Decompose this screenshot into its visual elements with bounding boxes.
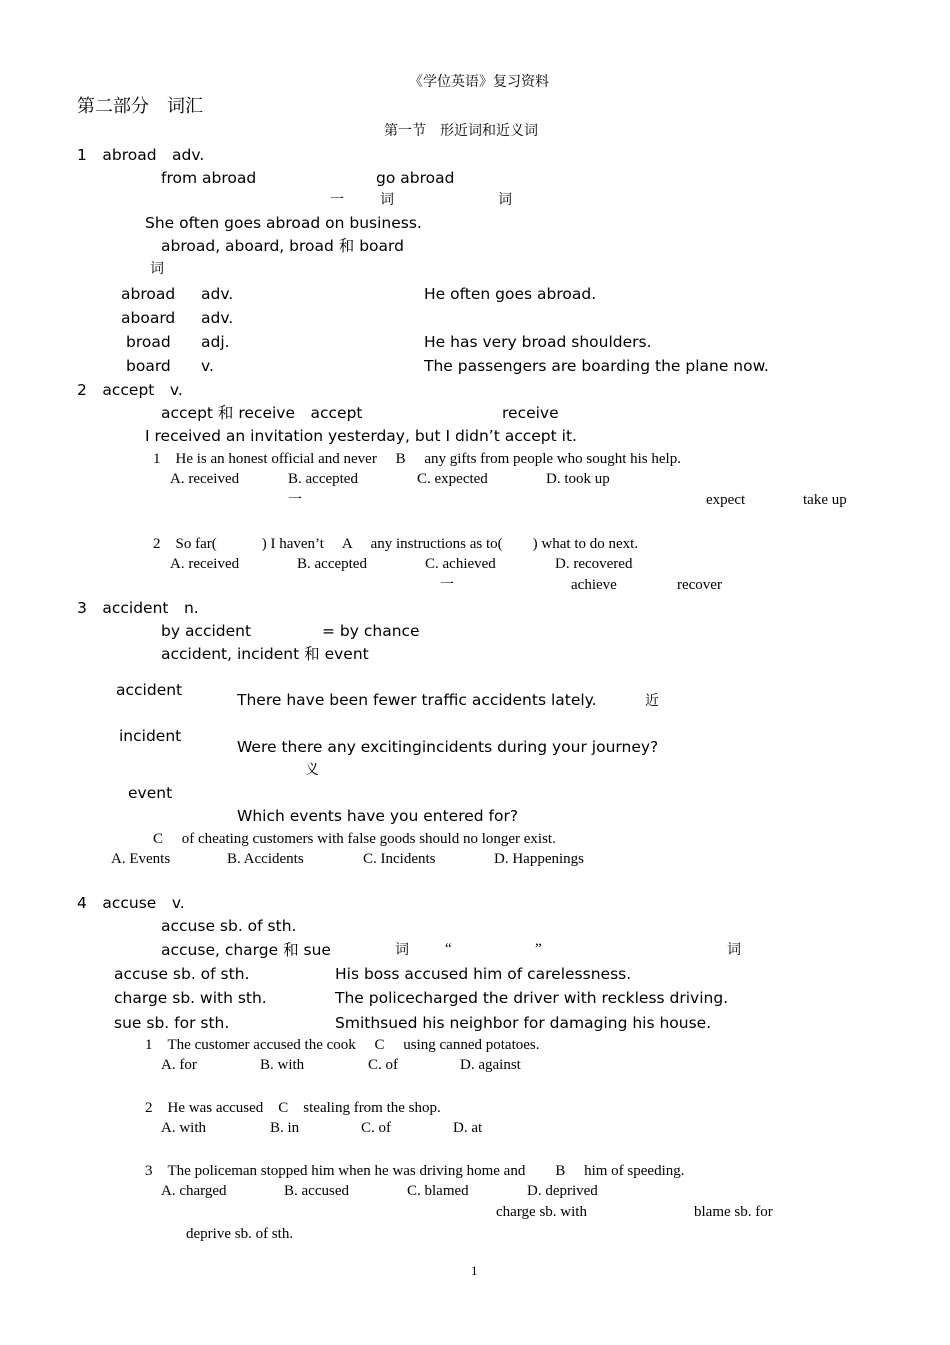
text-line: B. accepted <box>297 556 367 572</box>
text-line: She often goes abroad on business. <box>145 214 422 232</box>
text-line: A. for <box>161 1057 197 1073</box>
text-line: 3 The policeman stopped him when he was driving home and B him of speeding. <box>145 1163 685 1179</box>
text-line: C. of <box>368 1057 398 1073</box>
text-line: 2 accept v. <box>77 381 183 399</box>
text-line: accuse, charge 和 sue <box>161 941 331 959</box>
text-line: 2 He was accused C stealing from the shop. <box>145 1100 441 1116</box>
text-line: 2 So far( ) I haven’t A any instructions as to( ) what to do next. <box>153 536 639 552</box>
text-line: abroad, aboard, broad 和 board <box>161 237 404 255</box>
text-line: 词 <box>498 192 512 208</box>
text-line: 一 <box>288 492 302 508</box>
text-line: His boss accused him of carelessness. <box>335 965 632 983</box>
text-line: 4 accuse v. <box>77 894 185 912</box>
text-line: C of cheating customers with false goods should no longer exist. <box>153 831 556 847</box>
text-line: charge sb. with sth. <box>114 989 267 1007</box>
text-line: A. charged <box>161 1183 227 1199</box>
text-line: 近 <box>645 693 659 709</box>
text-line: adv. <box>201 309 234 327</box>
text-line: A. with <box>161 1120 206 1136</box>
text-line: accept 和 receive accept <box>161 404 363 422</box>
text-line: A. received <box>170 471 240 487</box>
section-title: 第一节 形近词和近义词 <box>384 123 538 139</box>
text-line: 词 <box>150 261 164 277</box>
text-line: B. Accidents <box>227 851 304 867</box>
text-line: Which events have you entered for? <box>237 807 519 825</box>
text-line: accuse sb. of sth. <box>161 917 297 935</box>
text-line: He often goes abroad. <box>424 285 597 303</box>
text-line: The policecharged the driver with reckless driving. <box>335 989 729 1007</box>
text-line: incident <box>119 727 182 745</box>
text-line: 1 The customer accused the cook C using canned potatoes. <box>145 1037 540 1053</box>
text-line: B. accused <box>284 1183 349 1199</box>
text-line: take up <box>803 492 847 508</box>
text-line: D. took up <box>546 471 610 487</box>
text-line: C. blamed <box>407 1183 469 1199</box>
text-line: A. received <box>170 556 240 572</box>
text-line: achieve <box>571 577 617 593</box>
text-line: blame sb. for <box>694 1204 773 1220</box>
text-line: 词 <box>395 942 409 958</box>
text-line: Were there any excitingincidents during your journey? <box>237 738 659 756</box>
text-line: board <box>126 357 171 375</box>
text-line: Smithsued his neighbor for damaging his house. <box>335 1014 712 1032</box>
text-line: C. expected <box>417 471 488 487</box>
part-title: 第二部分 词汇 <box>77 96 203 116</box>
text-line: D. Happenings <box>494 851 584 867</box>
text-line: 一 <box>330 192 344 208</box>
text-line: There have been fewer traffic accidents lately. <box>237 691 597 709</box>
text-line: accuse sb. of sth. <box>114 965 250 983</box>
text-line: = by chance <box>322 622 420 640</box>
text-line: v. <box>201 357 214 375</box>
text-line: B. in <box>270 1120 300 1136</box>
text-line: aboard <box>121 309 176 327</box>
text-line: accident, incident 和 event <box>161 645 369 663</box>
text-line: D. recovered <box>555 556 633 572</box>
text-line: C. achieved <box>425 556 496 572</box>
text-line: D. against <box>460 1057 521 1073</box>
text-line: recover <box>677 577 722 593</box>
text-line: by accident <box>161 622 252 640</box>
text-line: 义 <box>305 762 319 778</box>
text-line: A. Events <box>111 851 171 867</box>
text-line: 词 <box>380 192 394 208</box>
text-line: expect <box>706 492 746 508</box>
text-line: 词 <box>727 942 741 958</box>
text-line: adj. <box>201 333 230 351</box>
text-line: sue sb. for sth. <box>114 1014 230 1032</box>
text-line: C. Incidents <box>363 851 436 867</box>
text-line: 1 abroad adv. <box>77 146 205 164</box>
text-line: D. deprived <box>527 1183 598 1199</box>
text-line: The passengers are boarding the plane now. <box>424 357 769 375</box>
text-line: event <box>128 784 173 802</box>
text-line: broad <box>126 333 171 351</box>
page-number: 1 <box>471 1263 478 1278</box>
text-line: 1 He is an honest official and never B any gifts from people who sought his help. <box>153 451 681 467</box>
text-line: B. with <box>260 1057 305 1073</box>
text-line: charge sb. with <box>496 1204 587 1220</box>
text-line: accident <box>116 681 183 699</box>
text-line: B. accepted <box>288 471 358 487</box>
text-line: adv. <box>201 285 234 303</box>
text-line: ” <box>535 941 542 957</box>
text-line: “ <box>445 941 452 957</box>
text-line: from abroad <box>161 169 257 187</box>
text-line: 一 <box>440 577 454 593</box>
text-line: deprive sb. of sth. <box>186 1226 294 1242</box>
text-line: C. of <box>361 1120 391 1136</box>
text-line: I received an invitation yesterday, but I didn’t accept it. <box>145 427 577 445</box>
text-line: go abroad <box>376 169 455 187</box>
text-line: He has very broad shoulders. <box>424 333 652 351</box>
text-line: D. at <box>453 1120 483 1136</box>
document-header: 《学位英语》复习资料 <box>409 74 549 90</box>
text-line: abroad <box>121 285 176 303</box>
text-line: receive <box>502 404 559 422</box>
text-line: 3 accident n. <box>77 599 199 617</box>
